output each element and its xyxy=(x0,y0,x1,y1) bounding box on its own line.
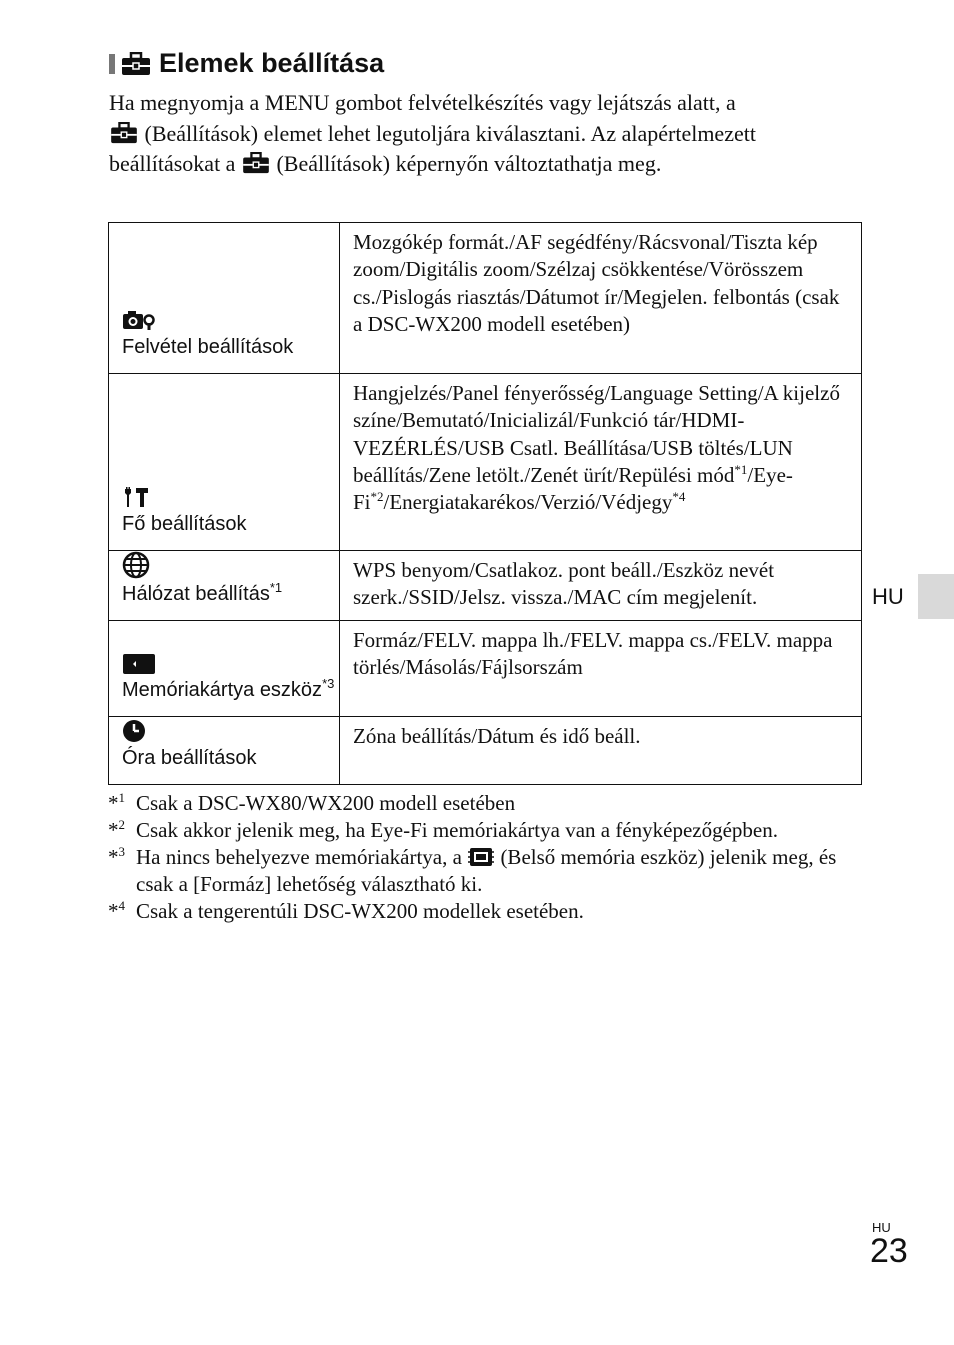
category-cell xyxy=(109,717,340,785)
category-label: Memóriakártya eszköz xyxy=(122,679,323,701)
intro-text-3: (Beállítások) képernyőn változtathatja meg. xyxy=(276,151,662,176)
items-cell: Mozgókép formát./AF segédfény/Rácsvonal/Tiszta kép zoom/Digitális zoom/Szélzaj csökkentése/Vörösszem cs./Pislogás riasztás/Dátumot ír/Megjelen. felbontás (csak a DSC-WX200 modell esetében) xyxy=(340,223,862,374)
footnote-ref: *3 xyxy=(322,676,335,691)
language-tab xyxy=(918,574,954,619)
table-row xyxy=(109,374,862,551)
page-language: HU xyxy=(872,1220,891,1235)
memory-card-icon xyxy=(122,653,156,675)
category-label: Óra beállítások xyxy=(122,747,257,769)
category-label: Fő beállítások xyxy=(122,513,247,535)
footnote-ref: *1 xyxy=(269,580,283,595)
clock-icon xyxy=(122,719,156,743)
language-tab-label: HU xyxy=(872,584,904,609)
heading-marker xyxy=(109,54,115,74)
toolbox-icon xyxy=(241,152,271,174)
category-cell xyxy=(109,223,340,374)
intro-text-2: (Beállítások) elemet lehet legutoljára kiválasztani. Az alapértelmezett beállításokat a xyxy=(109,120,756,176)
settings-table xyxy=(108,222,862,785)
footnote xyxy=(108,817,868,844)
footnotes xyxy=(108,790,868,925)
category-cell xyxy=(109,621,340,717)
footnote xyxy=(108,790,868,817)
table-row xyxy=(109,551,862,621)
intro-text-1: Ha megnyomja a MENU gombot felvételkészítés vagy lejátszás alatt, a xyxy=(109,90,736,115)
footnote-text: Ha nincs behelyezve memóriakártya, a (Belső memória eszköz) jelenik meg, és csak a [Formáz] lehetőség választható ki. xyxy=(136,845,837,896)
items-text: /Energiatakarékos/Verzió/Védjegy xyxy=(383,490,673,515)
items-text: /Eye-Fi xyxy=(353,462,793,515)
footnote xyxy=(108,898,868,925)
footnote-mark: *$^3$ xyxy=(108,844,125,869)
category-cell xyxy=(109,374,340,551)
footnote-ref: *4 xyxy=(672,489,686,505)
camera-settings-icon xyxy=(122,308,156,332)
table-row xyxy=(109,223,862,374)
section-heading xyxy=(109,48,384,79)
intro-paragraph xyxy=(109,88,869,180)
footnote-mark: *$^1$ xyxy=(108,790,125,815)
footnote xyxy=(108,844,868,898)
footnote-mark: *$^4$ xyxy=(108,898,125,923)
page-title: Elemek beállítása xyxy=(159,48,385,78)
footnote-text: Csak akkor jelenik meg, ha Eye-Fi memóriakártya van a fényképezőgépben. xyxy=(136,818,779,842)
footnote-text: Csak a DSC-WX80/WX200 modell esetében xyxy=(136,791,516,815)
footnote-mark: *$^2$ xyxy=(108,817,125,842)
toolbox-icon xyxy=(121,52,151,76)
items-text: Hangjelzés/Panel fényerősség/Language Setting/A kijelző színe/Bemutató/Inicializál/Funkció tár/HDMI-VEZÉRLÉS/USB Csatl. Beállítása/USB töltés/LUN beállítás/Zene letölt./Zenét ürít/Repülési mód xyxy=(353,381,840,487)
items-cell xyxy=(340,374,862,551)
items-cell: WPS benyom/Csatlakoz. pont beáll./Eszköz nevét szerk./SSID/Jelsz. vissza./MAC cím megjelenít. xyxy=(340,551,862,621)
items-cell: Formáz/FELV. mappa lh./FELV. mappa cs./FELV. mappa törlés/Másolás/Fájlsorszám xyxy=(340,621,862,717)
items-cell: Zóna beállítás/Dátum és idő beáll. xyxy=(340,717,862,785)
internal-memory-icon xyxy=(467,845,495,869)
globe-icon xyxy=(122,551,156,579)
table-row xyxy=(109,717,862,785)
footnote-text: Csak a tengerentúli DSC-WX200 modellek esetében. xyxy=(136,899,584,923)
category-cell xyxy=(109,551,340,621)
category-label: Felvétel beállítások xyxy=(122,336,294,358)
wrench-icon xyxy=(122,485,156,509)
footnote-ref: *1 xyxy=(734,461,748,477)
category-label: Hálózat beállítás xyxy=(122,583,270,605)
toolbox-icon xyxy=(109,122,139,144)
footnote-ref: *2 xyxy=(370,489,384,505)
page-number: 23 xyxy=(870,1232,908,1270)
table-row xyxy=(109,621,862,717)
